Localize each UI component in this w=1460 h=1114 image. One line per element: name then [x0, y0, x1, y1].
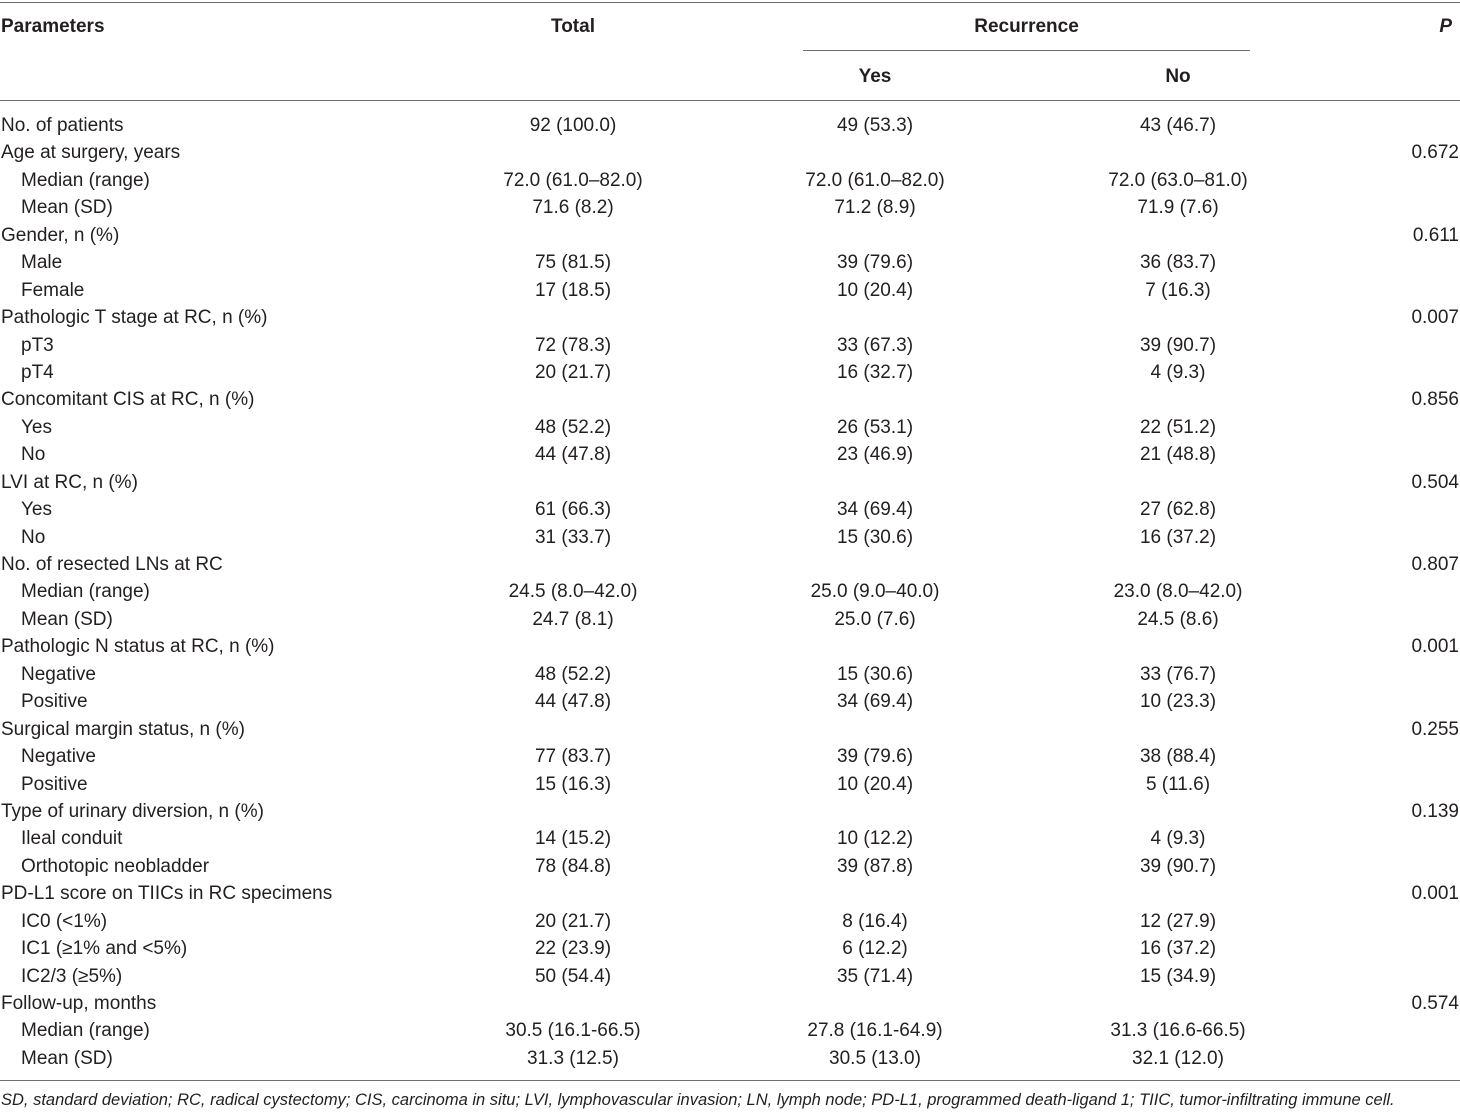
- table-row: [0, 771, 1460, 798]
- cell-recurrence-no: 22 (51.2): [1139, 416, 1217, 438]
- cell-total: 30.5 (16.1-66.5): [505, 1020, 641, 1042]
- table-row: [0, 743, 1460, 770]
- row-sublabel: Mean (SD): [21, 197, 113, 219]
- cell-recurrence-yes: 33 (67.3): [836, 334, 914, 356]
- cell-recurrence-no: 15 (34.9): [1139, 965, 1217, 987]
- table-row: [0, 332, 1460, 359]
- row-sublabel: No: [21, 444, 46, 466]
- header-recurrence: Recurrence: [974, 16, 1079, 37]
- row-label: LVI at RC, n (%): [1, 471, 138, 493]
- table-row: [0, 139, 1460, 166]
- table-row: [0, 578, 1460, 605]
- cell-p-value: 0.856: [1411, 389, 1459, 411]
- cell-recurrence-yes: 72.0 (61.0–82.0): [805, 169, 945, 191]
- row-label: No. of patients: [1, 115, 124, 136]
- cell-recurrence-no: 38 (88.4): [1139, 746, 1217, 768]
- table-row: [0, 441, 1460, 468]
- cell-recurrence-no: 12 (27.9): [1139, 910, 1217, 932]
- table-row: [0, 194, 1460, 221]
- row-sublabel: Yes: [21, 416, 52, 438]
- header-p-value: P: [1439, 16, 1452, 37]
- cell-recurrence-yes: 10 (12.2): [836, 828, 914, 850]
- header-bottom-rule: [0, 100, 1460, 101]
- cell-p-value: 0.504: [1411, 471, 1459, 493]
- cell-total: 20 (21.7): [534, 910, 612, 932]
- cell-recurrence-no: 10 (23.3): [1139, 691, 1217, 713]
- cell-recurrence-no: 39 (90.7): [1139, 334, 1217, 356]
- table-top-rule: [0, 2, 1460, 3]
- table-row: [0, 496, 1460, 523]
- row-sublabel: Negative: [21, 746, 96, 768]
- table-row: [0, 222, 1460, 249]
- cell-recurrence-yes: 49 (53.3): [836, 115, 914, 136]
- row-sublabel: pT3: [21, 334, 54, 356]
- cell-recurrence-yes: 34 (69.4): [836, 499, 914, 521]
- header-recurrence-yes: Yes: [858, 66, 892, 87]
- cell-recurrence-yes: 25.0 (7.6): [834, 608, 916, 630]
- row-sublabel: Mean (SD): [21, 608, 113, 630]
- cell-total: 14 (15.2): [534, 828, 612, 850]
- cell-total: 48 (52.2): [534, 416, 612, 438]
- row-label: PD-L1 score on TIICs in RC specimens: [1, 883, 333, 905]
- cell-recurrence-yes: 8 (16.4): [842, 910, 908, 932]
- table-row: [0, 716, 1460, 743]
- cell-recurrence-no: 4 (9.3): [1150, 361, 1206, 383]
- row-sublabel: IC0 (<1%): [21, 910, 108, 932]
- cell-total: 44 (47.8): [534, 691, 612, 713]
- cell-total: 75 (81.5): [534, 252, 612, 274]
- table-row: [0, 469, 1460, 496]
- table-row: [0, 359, 1460, 386]
- cell-recurrence-yes: 34 (69.4): [836, 691, 914, 713]
- table-row: [0, 414, 1460, 441]
- cell-recurrence-no: 36 (83.7): [1139, 252, 1217, 274]
- row-sublabel: Mean (SD): [21, 1047, 113, 1069]
- cell-total: 20 (21.7): [534, 361, 612, 383]
- row-sublabel: Median (range): [21, 169, 150, 191]
- table-row: [0, 606, 1460, 633]
- cell-recurrence-no: 27 (62.8): [1139, 499, 1217, 521]
- cell-recurrence-no: 71.9 (7.6): [1137, 197, 1219, 219]
- cell-recurrence-yes: 10 (20.4): [836, 773, 914, 795]
- cell-recurrence-no: 24.5 (8.6): [1137, 608, 1219, 630]
- table-row: [0, 935, 1460, 962]
- row-label: Pathologic T stage at RC, n (%): [1, 307, 268, 329]
- cell-total: 48 (52.2): [534, 663, 612, 685]
- table-row: [0, 908, 1460, 935]
- cell-recurrence-yes: 30.5 (13.0): [829, 1047, 921, 1069]
- cell-recurrence-no: 32.1 (12.0): [1132, 1047, 1224, 1069]
- cell-total: 31.3 (12.5): [527, 1047, 619, 1069]
- cell-p-value: 0.807: [1411, 554, 1459, 575]
- row-sublabel: pT4: [21, 361, 54, 383]
- cell-total: 78 (84.8): [534, 855, 612, 877]
- cell-recurrence-yes: 15 (30.6): [836, 526, 914, 548]
- row-sublabel: Ileal conduit: [21, 828, 123, 850]
- cell-recurrence-no: 43 (46.7): [1139, 115, 1217, 136]
- table-row: [0, 633, 1460, 660]
- row-sublabel: No: [21, 526, 46, 548]
- cell-total: 61 (66.3): [534, 499, 612, 521]
- table-row: [0, 853, 1460, 880]
- table-row: [0, 1045, 1460, 1072]
- cell-recurrence-no: 4 (9.3): [1150, 828, 1206, 850]
- cell-recurrence-no: 21 (48.8): [1139, 444, 1217, 466]
- table-row: [0, 167, 1460, 194]
- row-sublabel: Positive: [21, 691, 88, 713]
- cell-recurrence-no: 33 (76.7): [1139, 663, 1217, 685]
- cell-recurrence-yes: 35 (71.4): [836, 965, 914, 987]
- header-total: Total: [551, 16, 595, 37]
- cell-recurrence-yes: 26 (53.1): [836, 416, 914, 438]
- row-sublabel: Positive: [21, 773, 88, 795]
- cell-total: 15 (16.3): [534, 773, 612, 795]
- cell-p-value: 0.001: [1411, 883, 1459, 905]
- row-sublabel: Negative: [21, 663, 96, 685]
- header-parameters: Parameters: [1, 16, 105, 37]
- cell-total: 92 (100.0): [529, 115, 617, 136]
- cell-total: 77 (83.7): [534, 746, 612, 768]
- table-row: [0, 1017, 1460, 1044]
- table-row: [0, 880, 1460, 907]
- row-sublabel: Male: [21, 252, 63, 274]
- cell-recurrence-no: 23.0 (8.0–42.0): [1113, 581, 1243, 603]
- row-sublabel: Median (range): [21, 581, 150, 603]
- table-row: [0, 551, 1460, 578]
- row-label: Follow-up, months: [1, 993, 157, 1014]
- table-row: [0, 688, 1460, 715]
- cell-recurrence-yes: 6 (12.2): [842, 938, 908, 960]
- table-row: [0, 825, 1460, 852]
- header-recurrence-no: No: [1165, 66, 1191, 87]
- cell-p-value: 0.007: [1411, 307, 1459, 329]
- table-footnote: SD, standard deviation; RC, radical cystectomy; CIS, carcinoma in situ; LVI, lymphovascular invasion; LN, lymph node; PD-L1, programmed death-ligand 1; TIIC, tumor-infiltrating immune cell.: [1, 1091, 1395, 1109]
- table-row: [0, 990, 1460, 1017]
- cell-recurrence-yes: 39 (79.6): [836, 252, 914, 274]
- cell-p-value: 0.001: [1411, 636, 1459, 658]
- row-label: Concomitant CIS at RC, n (%): [1, 389, 255, 411]
- row-label: Gender, n (%): [1, 224, 120, 246]
- table-row: [0, 249, 1460, 276]
- table-bottom-rule: [0, 1080, 1460, 1081]
- cell-recurrence-no: 39 (90.7): [1139, 855, 1217, 877]
- row-label: Type of urinary diversion, n (%): [1, 800, 264, 822]
- table-row: [0, 661, 1460, 688]
- row-label: Pathologic N status at RC, n (%): [1, 636, 275, 658]
- cell-p-value: 0.139: [1411, 800, 1459, 822]
- cell-recurrence-yes: 27.8 (16.1-64.9): [807, 1020, 943, 1042]
- cell-total: 24.7 (8.1): [532, 608, 614, 630]
- row-label: Surgical margin status, n (%): [1, 718, 245, 740]
- cell-total: 71.6 (8.2): [532, 197, 614, 219]
- cell-total: 44 (47.8): [534, 444, 612, 466]
- cell-recurrence-no: 31.3 (16.6-66.5): [1110, 1020, 1246, 1042]
- cell-recurrence-yes: 16 (32.7): [836, 361, 914, 383]
- table-row: [0, 277, 1460, 304]
- table-row: [0, 963, 1460, 990]
- row-sublabel: Female: [21, 279, 85, 301]
- cell-recurrence-yes: 39 (87.8): [836, 855, 914, 877]
- cell-recurrence-no: 16 (37.2): [1139, 938, 1217, 960]
- row-sublabel: Orthotopic neobladder: [21, 855, 210, 877]
- cell-p-value: 0.574: [1411, 993, 1459, 1014]
- row-label: No. of resected LNs at RC: [1, 554, 223, 575]
- cell-recurrence-no: 5 (11.6): [1145, 773, 1211, 795]
- cell-recurrence-no: 72.0 (63.0–81.0): [1108, 169, 1248, 191]
- cell-recurrence-yes: 15 (30.6): [836, 663, 914, 685]
- table-row: [0, 304, 1460, 331]
- cell-recurrence-no: 7 (16.3): [1145, 279, 1211, 301]
- table-row: [0, 386, 1460, 413]
- cell-total: 24.5 (8.0–42.0): [508, 581, 638, 603]
- table-row: [0, 798, 1460, 825]
- cell-recurrence-yes: 71.2 (8.9): [834, 197, 916, 219]
- row-label: Age at surgery, years: [1, 142, 181, 164]
- cell-p-value: 0.672: [1411, 142, 1459, 164]
- cell-p-value: 0.611: [1412, 224, 1459, 246]
- cell-recurrence-yes: 23 (46.9): [836, 444, 914, 466]
- cell-recurrence-yes: 25.0 (9.0–40.0): [810, 581, 940, 603]
- cell-recurrence-yes: 39 (79.6): [836, 746, 914, 768]
- cell-recurrence-yes: 10 (20.4): [836, 279, 914, 301]
- cell-total: 31 (33.7): [534, 526, 612, 548]
- cell-total: 50 (54.4): [534, 965, 612, 987]
- row-sublabel: IC1 (≥1% and <5%): [21, 938, 188, 960]
- cell-total: 72 (78.3): [534, 334, 612, 356]
- cell-recurrence-no: 16 (37.2): [1139, 526, 1217, 548]
- row-sublabel: Yes: [21, 499, 52, 521]
- table-row: [0, 112, 1460, 139]
- cell-total: 22 (23.9): [534, 938, 612, 960]
- row-sublabel: Median (range): [21, 1020, 150, 1042]
- cell-p-value: 0.255: [1411, 718, 1459, 740]
- row-sublabel: IC2/3 (≥5%): [21, 965, 123, 987]
- recurrence-span-rule: [803, 50, 1250, 51]
- table-body: [0, 112, 1460, 1072]
- cell-total: 72.0 (61.0–82.0): [503, 169, 643, 191]
- cell-total: 17 (18.5): [534, 279, 612, 301]
- table-row: [0, 524, 1460, 551]
